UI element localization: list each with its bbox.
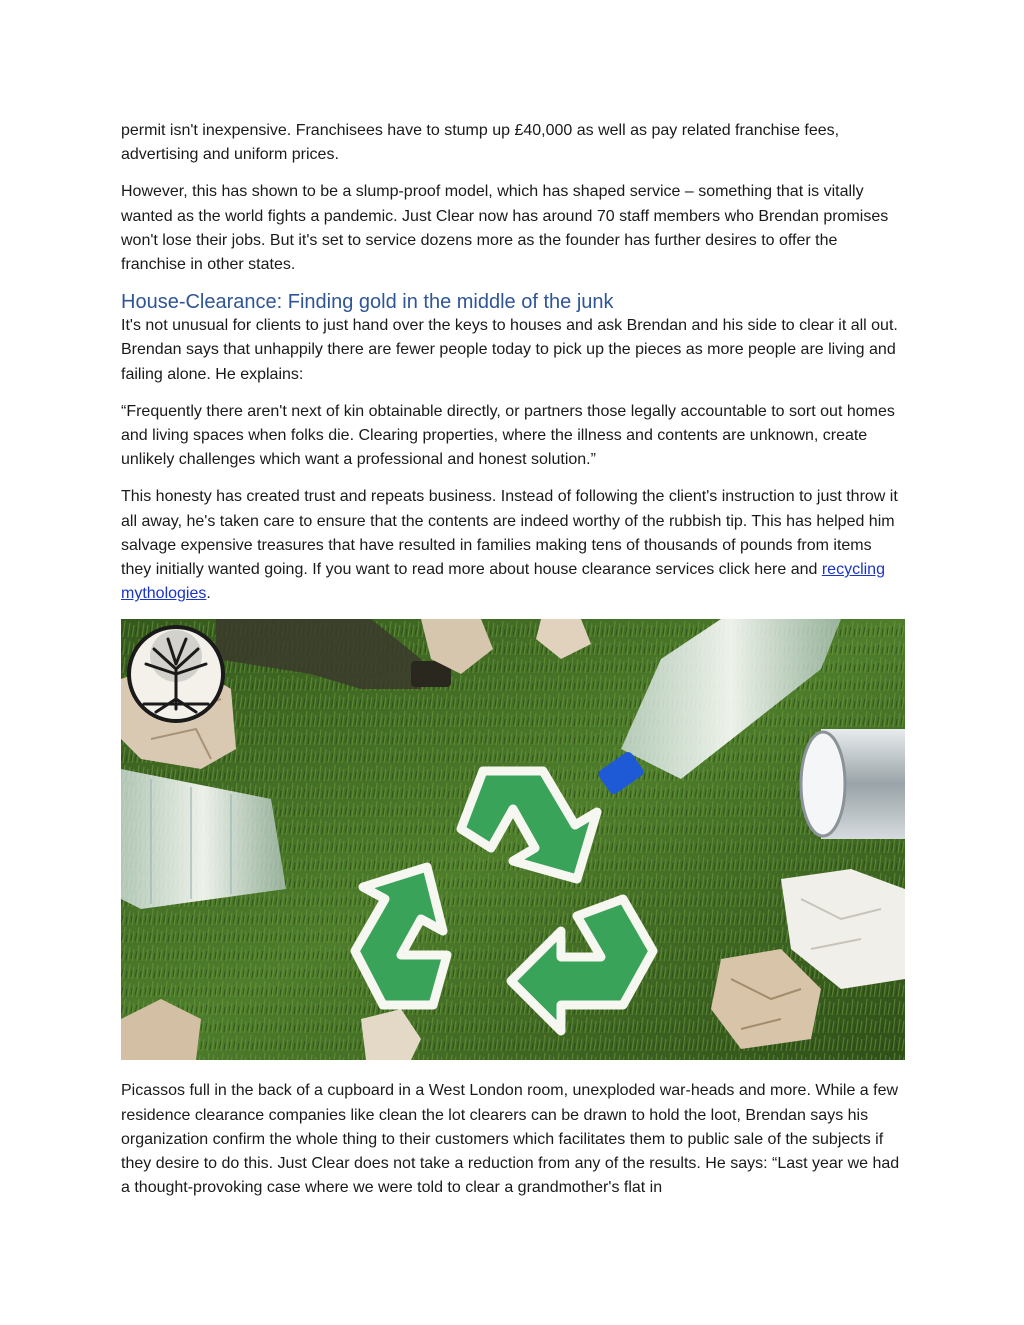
recycling-photo bbox=[121, 619, 905, 1060]
paragraph-honesty-end: . bbox=[206, 585, 211, 603]
paragraph-honesty bbox=[121, 485, 905, 606]
recycling-mythologies-link[interactable]: recycling mythologies bbox=[121, 561, 885, 603]
tin-can bbox=[801, 729, 905, 839]
paragraph-picassos: Picassos full in the back of a cupboard in a West London room, unexploded war-heads and more. While a few residence clearance companies like clean the lot clearers can be drawn to hold the loot, Brendan says his organization confirm the whole thing to their customers which facilitates them to public sale of the subjects if they desire to do this. Just Clear does not take a reduction from any of the results. He says: “Last year we had a thought-provoking case where we were told to clear a grandmother's flat in bbox=[121, 1082, 900, 1197]
paragraph-slump-proof: However, this has shown to be a slump-proof model, which has shaped service – something that is vitally wanted as the world fights a pandemic. Just Clear now has around 70 staff members who Brendan promises won't lose their jobs. But it's set to service dozens more as the founder has further desires to offer the franchise in other states. bbox=[121, 183, 889, 274]
recycling-photo-illustration bbox=[121, 619, 905, 1060]
paragraph-keys-handover: It's not unusual for clients to just hand over the keys to houses and ask Brendan and his side to clear it all out. Brendan says that unhappily there are fewer people today to pick up the pieces as more people are living and failing alone. He explains: bbox=[121, 317, 898, 383]
article-body bbox=[121, 119, 905, 1213]
paragraph-quote: “Frequently there aren't next of kin obtainable directly, or partners those legally accountable to sort out homes and living spaces when folks die. Clearing properties, where the illness and contents are unknown, create unlikely challenges which want a professional and honest solution.” bbox=[121, 402, 895, 469]
tree-of-life-logo bbox=[129, 627, 223, 721]
paragraph-franchise-cost: permit isn't inexpensive. Franchisees have to stump up £40,000 as well as pay related franchise fees, advertising and uniform prices. bbox=[121, 122, 840, 164]
paragraph-honesty-text: This honesty has created trust and repeats business. Instead of following the client's instruction to just throw it all away, he's taken care to ensure that the contents are indeed worthy of the rubbish tip. This has helped him salvage expensive treasures that have resulted in families making tens of thousands of pounds from items they initially wanted going. If you want to read more about house clearance services click here and bbox=[121, 488, 898, 579]
section-heading: House-Clearance: Finding gold in the middle of the junk bbox=[121, 291, 614, 314]
